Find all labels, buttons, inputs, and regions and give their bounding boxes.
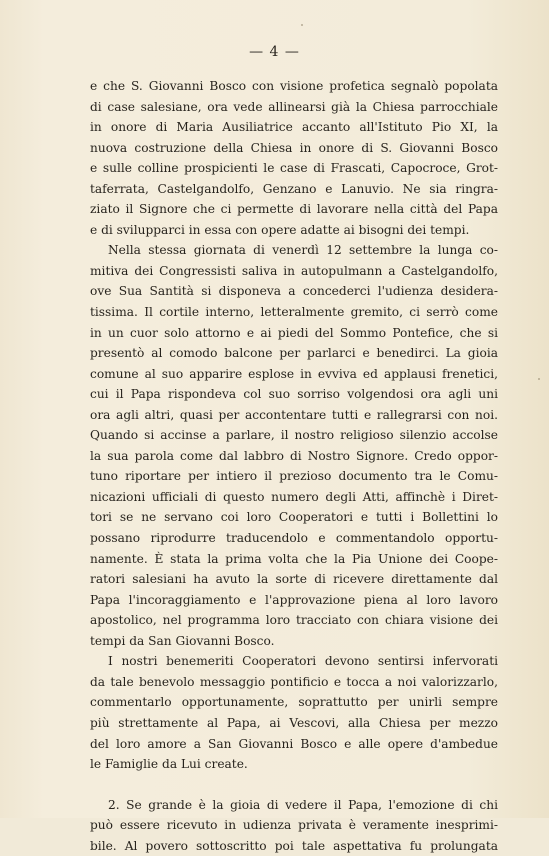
text-line: può essere ricevuto in udienza privata è veramente inesprimi- <box>90 818 498 833</box>
text-line: Quando si accinse a parlare, il nostro religioso silenzio accolse <box>90 428 498 443</box>
section-gap <box>90 775 498 795</box>
text-line: 2. Se grande è la gioia di vedere il Papa, l'emozione di chi <box>108 797 498 812</box>
text-line: ora agli altri, quasi per accontentare tutti e rallegrarsi con noi. <box>90 407 498 422</box>
paragraph-3 <box>90 651 498 774</box>
text-line: nicazioni ufficiali di questo numero degli Atti, affinchè i Diret- <box>90 489 498 504</box>
text-line: tuno riportare per intiero il prezioso documento tra le Comu- <box>90 469 498 484</box>
text-line: presentò al comodo balcone per parlarci e benedirci. La gioia <box>90 346 498 361</box>
text-line: Nella stessa giornata di venerdì 12 settembre la lunga co- <box>108 243 498 258</box>
paragraph-1 <box>90 76 498 240</box>
text-line: in un cuor solo attorno e ai piedi del Sommo Pontefice, che si <box>90 325 498 340</box>
text-line: I nostri benemeriti Cooperatori devono sentirsi infervorati <box>108 654 498 669</box>
text-line: in onore di Maria Ausiliatrice accanto all'Istituto Pio XI, la <box>90 120 498 135</box>
page-number: — 4 — <box>249 44 300 60</box>
text-line: Papa l'incoraggiamento e l'approvazione piena al loro lavoro <box>90 592 498 607</box>
text-line: commentarlo opportunamente, soprattutto per unirli sempre <box>90 695 498 710</box>
text-line: da tale benevolo messaggio pontificio e tocca a noi valorizzarlo, <box>90 674 498 689</box>
text-line: comune al suo apparire esplose in evviva ed applausi frenetici, <box>90 366 498 381</box>
text-line: di case salesiane, ora vede allinearsi già la Chiesa parrocchiale <box>90 99 498 114</box>
paragraph-2 <box>90 240 498 651</box>
text-line: bile. Al povero sottoscritto poi tale aspettativa fu prolungata <box>90 838 498 853</box>
text-line: e che S. Giovanni Bosco con visione profetica segnalò popolata <box>90 79 498 93</box>
text-line: namente. È stata la prima volta che la Pia Unione dei Coope- <box>90 551 498 566</box>
text-line: nuova costruzione della Chiesa in onore di S. Giovanni Bosco <box>90 140 498 155</box>
text-line: e sulle colline prospicienti le case di Frascati, Capocroce, Grot- <box>90 161 498 176</box>
text-line: tissima. Il cortile interno, letteralmente gremito, ci serrò come <box>90 305 498 320</box>
text-line: tori se ne servano coi loro Cooperatori e tutti i Bollettini lo <box>90 510 498 525</box>
text-line: tempi da San Giovanni Bosco. <box>90 633 275 648</box>
text-line: più strettamente al Papa, ai Vescovi, alla Chiesa per mezzo <box>90 715 498 730</box>
paper-speck <box>301 24 303 26</box>
text-line: ziato il Signore che ci permette di lavorare nella città del Papa <box>90 202 498 217</box>
text-line: del loro amore a San Giovanni Bosco e alle opere d'ambedue <box>90 736 498 751</box>
text-line: taferrata, Castelgandolfo, Genzano e Lanuvio. Ne sia ringra- <box>90 181 498 196</box>
text-line: ove Sua Santità si disponeva a concederci l'udienza desidera- <box>90 284 498 299</box>
text-line: apostolico, nel programma loro tracciato con chiara visione dei <box>90 613 498 628</box>
text-line: le Famiglie da Lui create. <box>90 757 248 772</box>
paragraph-4 <box>90 795 498 856</box>
body-text <box>90 76 498 856</box>
text-line: possano riprodurre traducendolo e commentandolo opportu- <box>90 531 498 546</box>
text-line: e di svilupparci in essa con opere adatte ai bisogni dei tempi. <box>90 222 470 237</box>
text-line: cui il Papa rispondeva col suo sorriso volgendosi ora agli uni <box>90 387 498 402</box>
text-line: mitiva dei Congressisti saliva in autopulmann a Castelgandolfo, <box>90 263 498 278</box>
text-line: la sua parola come dal labbro di Nostro Signore. Credo oppor- <box>90 448 498 463</box>
text-line: ratori salesiani ha avuto la sorte di ricevere direttamente dal <box>90 572 498 587</box>
paper-speck <box>538 378 540 380</box>
